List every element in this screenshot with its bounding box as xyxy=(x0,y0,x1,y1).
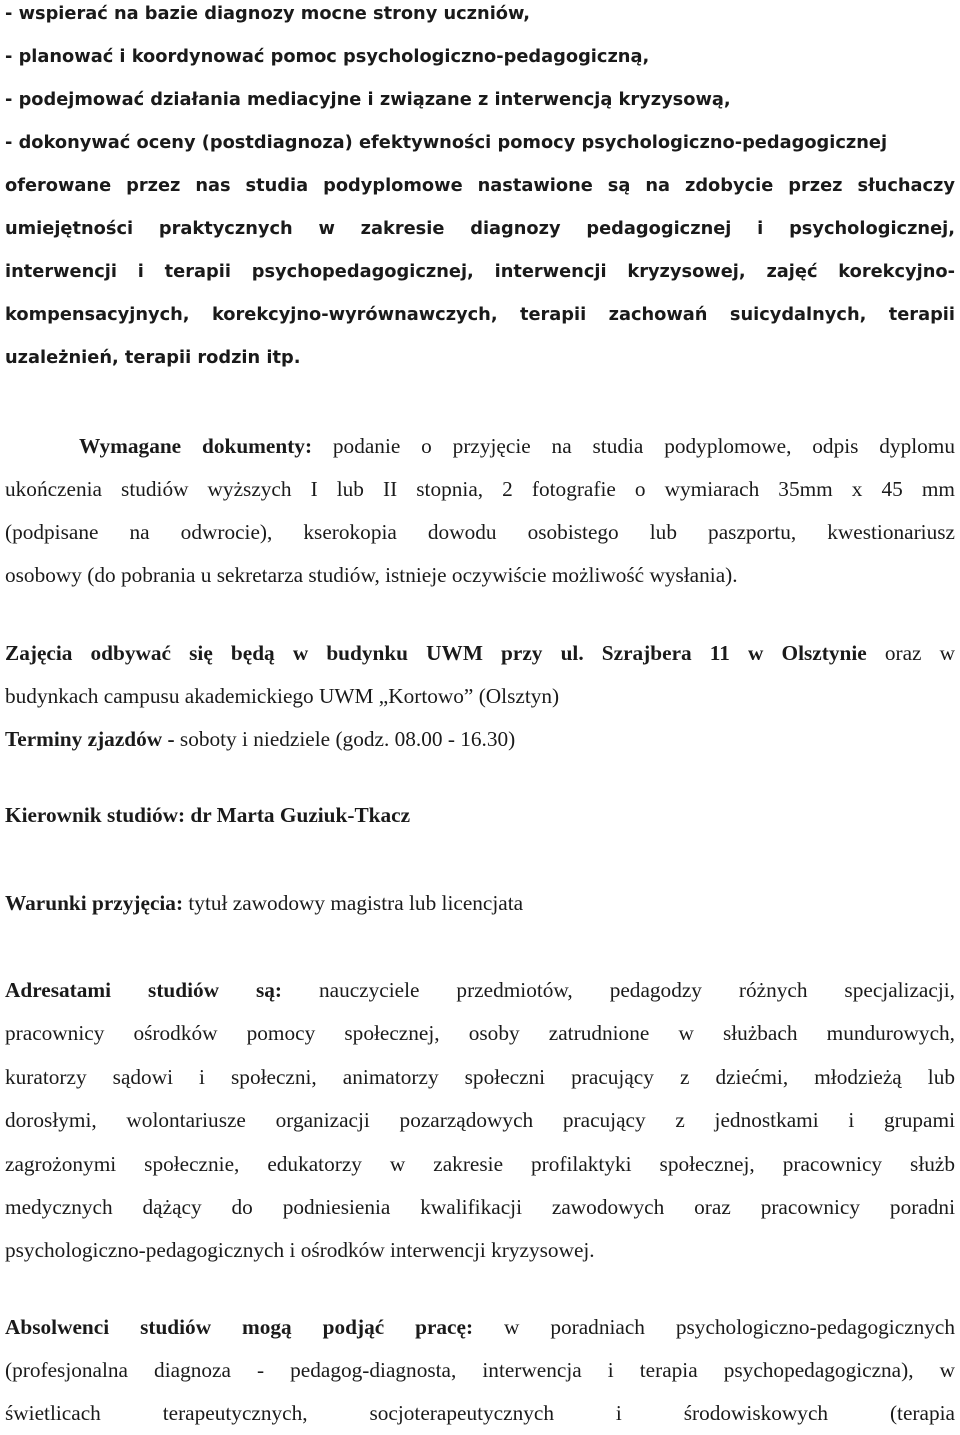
director-line xyxy=(5,793,955,837)
location-line-2: budynkach campusu akademickiego UWM „Kortowo” (Olsztyn) xyxy=(5,684,560,708)
location-line-1 xyxy=(5,631,955,675)
graduates-first-line: w poradniach psychologiczno-pedagogicznych xyxy=(473,1315,955,1339)
addressees-line-2: pracownicy ośrodków pomocy społecznej, osoby zatrudnione w służbach mundurowych, xyxy=(5,1021,955,1045)
intro-line-2: umiejętności praktycznych w zakresie diagnozy pedagogicznej i psychologicznej, xyxy=(5,218,955,239)
addressees-line-3: kuratorzy sądowi i społeczni, animatorzy społeczni pracujący z dziećmi, młodzieżą lub xyxy=(5,1065,955,1089)
graduates-label: Absolwenci studiów mogą podjąć pracę: xyxy=(5,1315,474,1339)
intro-line-3: interwencji i terapii psychopedagogicznej, interwencji kryzysowej, zajęć korekcyjno- xyxy=(5,261,955,282)
admission-label: Warunki przyjęcia: xyxy=(5,891,184,915)
intro-line-1: oferowane przez nas studia podyplomowe nastawione są na zdobycie przez słuchaczy xyxy=(5,175,955,196)
intro-line-5: uzależnień, terapii rodzin itp. xyxy=(5,347,301,368)
location-bold-2: Szrajbera 11 w Olsztynie xyxy=(583,641,867,665)
location-rest: oraz w xyxy=(866,641,955,665)
addressees-line-7: psychologiczno-pedagogicznych i ośrodków interwencji kryzysowej. xyxy=(5,1238,595,1262)
documents-line-3: (podpisane na odwrocie), kserokopia dowodu osobistego lub paszportu, kwestionariusz xyxy=(5,520,955,544)
intro-line-4: kompensacyjnych, korekcyjno-wyrównawczych, terapii zachowań suicydalnych, terapii xyxy=(5,304,955,325)
graduates-line-1 xyxy=(5,1305,955,1349)
documents-line-1 xyxy=(5,424,955,468)
addressees-line-6: medycznych dążący do podniesienia kwalifikacji zawodowych oraz pracownicy poradni xyxy=(5,1195,955,1219)
addressees-line-1 xyxy=(5,968,955,1012)
director-label: Kierownik studiów: xyxy=(5,803,186,827)
bullet-plan-help: - planować i koordynować pomoc psychologiczno-pedagogiczną, xyxy=(5,46,650,67)
documents-line-4: osobowy (do pobrania u sekretarza studiów, istnieje oczywiście możliwość wysłania). xyxy=(5,563,738,587)
graduates-line-3: świetlicach terapeutycznych, socjoterapeutycznych i środowiskowych (terapia xyxy=(5,1401,955,1425)
addressees-label: Adresatami studiów są: xyxy=(5,978,283,1002)
bullet-evaluation: - dokonywać oceny (postdiagnoza) efektywności pomocy psychologiczno-pedagogicznej xyxy=(5,132,888,153)
admission-value: tytuł zawodowy magistra lub licencjata xyxy=(183,891,524,915)
bullet-mediation: - podejmować działania mediacyjne i związane z interwencją kryzysową, xyxy=(5,89,731,110)
documents-label: Wymagane dokumenty: xyxy=(79,434,313,458)
schedule-value: soboty i niedziele (godz. 08.00 - 16.30) xyxy=(174,727,516,751)
admission-line xyxy=(5,881,955,925)
graduates-line-2: (profesjonalna diagnoza - pedagog-diagnosta, interwencja i terapia psychopedagogiczna), w xyxy=(5,1358,955,1382)
addressees-line-5: zagrożonymi społecznie, edukatorzy w zakresie profilaktyki społecznej, pracownicy służb xyxy=(5,1152,955,1176)
schedule-label: Terminy zjazdów - xyxy=(5,727,175,751)
documents-line-2: ukończenia studiów wyższych I lub II stopnia, 2 fotografie o wymiarach 35mm x 45 mm xyxy=(5,477,955,501)
addressees-line-4: dorosłymi, wolontariusze organizacji pozarządowych pracujący z jednostkami i grupami xyxy=(5,1108,955,1132)
director-value: dr Marta Guziuk-Tkacz xyxy=(185,803,411,827)
documents-first-line: podanie o przyjęcie na studia podyplomowe, odpis dyplomu xyxy=(312,434,955,458)
bullet-strengths: - wspierać na bazie diagnozy mocne strony uczniów, xyxy=(5,3,531,24)
schedule-line xyxy=(5,717,955,761)
location-bold-1: Zajęcia odbywać się będą w budynku UWM przy ul. xyxy=(5,641,584,665)
addressees-first-line: nauczyciele przedmiotów, pedagodzy różnych specjalizacji, xyxy=(282,978,955,1002)
